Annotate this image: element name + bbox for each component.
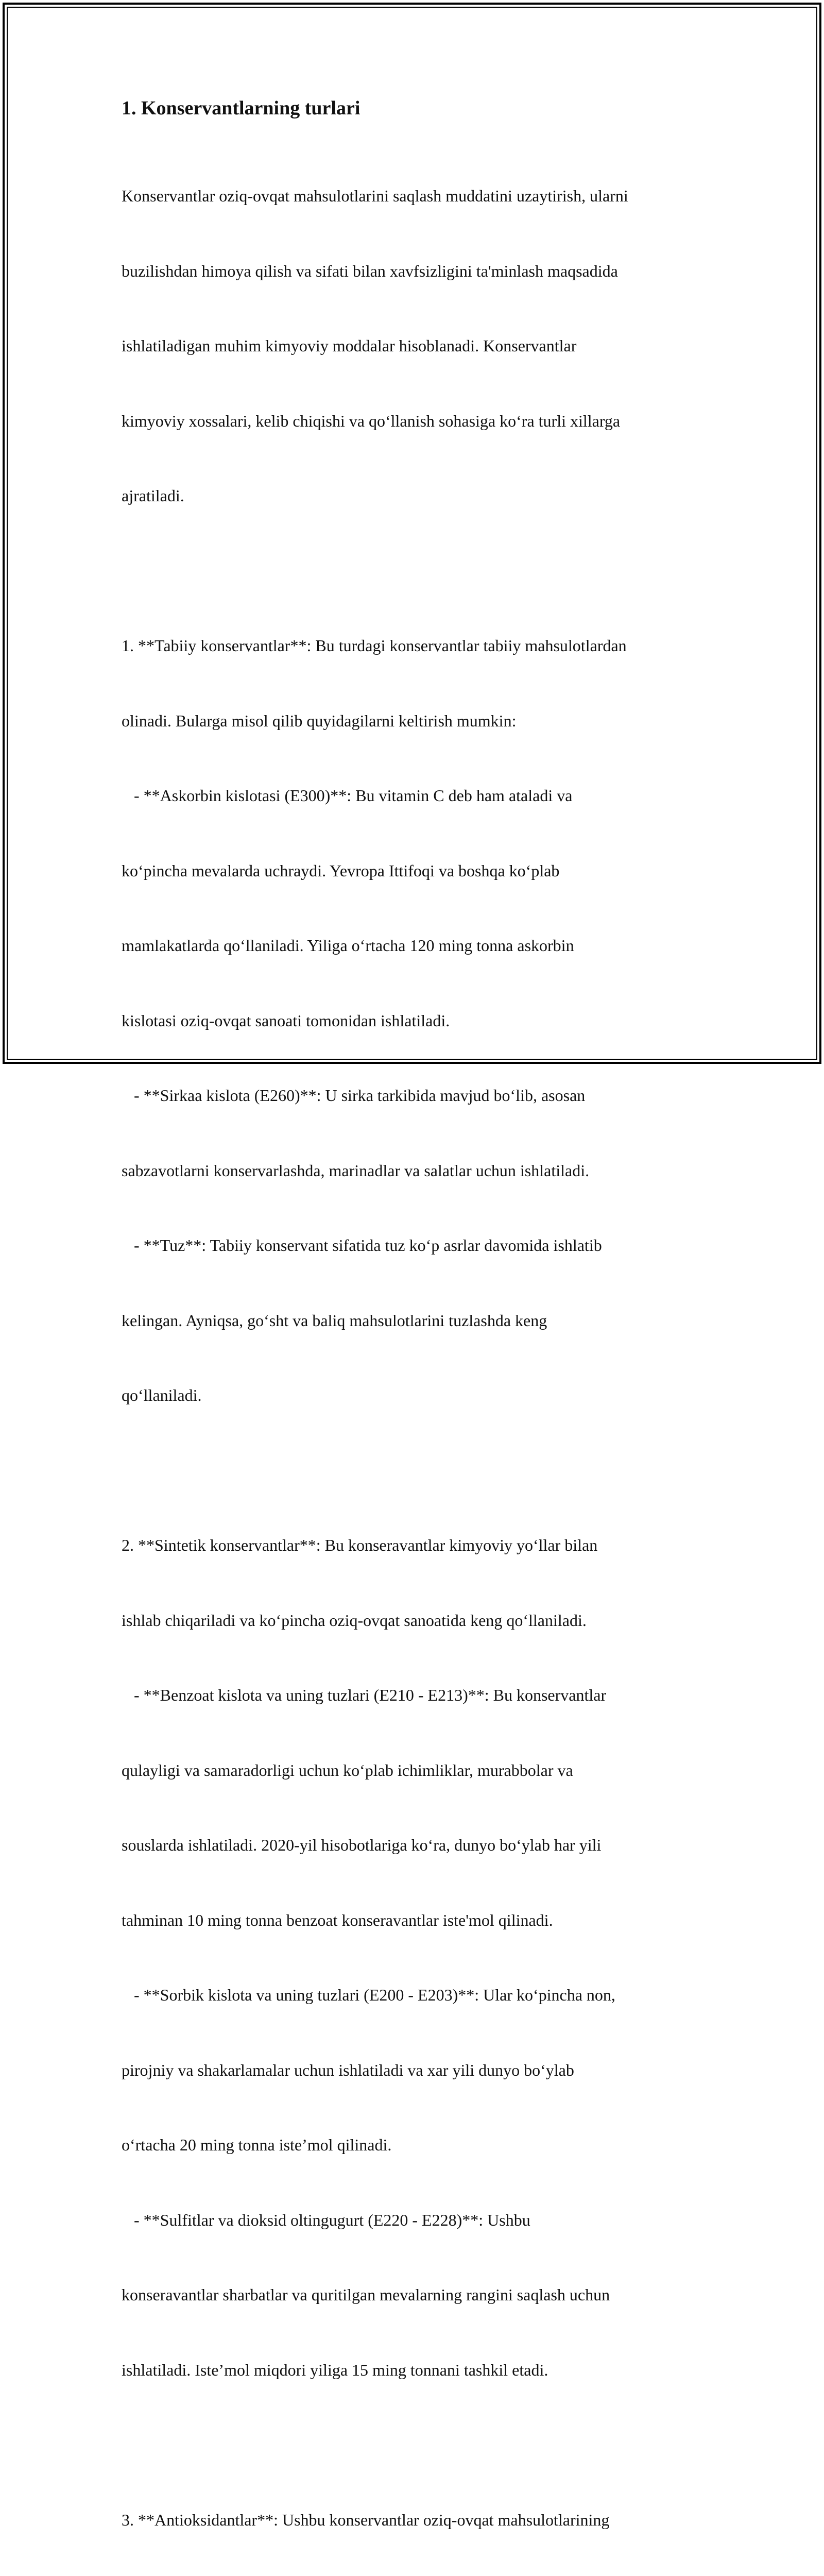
text-line: 2. **Sintetik konservantlar**: Bu konseravantlar kimyoviy yo‘llar bilan	[122, 1533, 714, 1558]
text-line: kislotasi oziq-ovqat sanoati tomonidan ishlatiladi.	[122, 1008, 714, 1033]
text-line: pirojniy va shakarlamalar uchun ishlatiladi va xar yili dunyo bo‘ylab	[122, 2058, 714, 2083]
paragraph-gap	[122, 2432, 714, 2458]
text-line: ajratiladi.	[122, 483, 714, 509]
text-line: sabzavotlarni konservarlashda, marinadlar va salatlar uchun ishlatiladi.	[122, 1158, 714, 1183]
text-line: 1. **Tabiiy konservantlar**: Bu turdagi konservantlar tabiiy mahsulotlardan	[122, 633, 714, 658]
text-line: kelingan. Ayniqsa, go‘sht va baliq mahsulotlarini tuzlashda keng	[122, 1308, 714, 1333]
text-line: konseravantlar sharbatlar va quritilgan mevalarning rangini saqlash uchun	[122, 2282, 714, 2308]
text-line: - **Tuz**: Tabiiy konservant sifatida tuz ko‘p asrlar davomida ishlatib	[122, 1233, 714, 1258]
text-line: - **Sulfitlar va dioksid oltingugurt (E220 - E228)**: Ushbu	[122, 2208, 714, 2233]
text-line: kimyoviy xossalari, kelib chiqishi va qo‘llanish sohasiga ko‘ra turli xillarga	[122, 409, 714, 434]
text-line: Konservantlar oziq-ovqat mahsulotlarini saqlash muddatini uzaytirish, ularni	[122, 183, 714, 209]
text-line: - **Benzoat kislota va uning tuzlari (E210 - E213)**: Bu konservantlar	[122, 1683, 714, 1708]
intro-paragraph	[122, 133, 714, 558]
section-antioxidants	[122, 2458, 714, 2576]
document-body	[122, 95, 714, 2576]
text-line: buzilishdan himoya qilish va sifati bilan xavfsizligini ta'minlash maqsadida	[122, 259, 714, 284]
text-line: - **Sorbik kislota va uning tuzlari (E200 - E203)**: Ular ko‘pincha non,	[122, 1982, 714, 2008]
text-line: - **Askorbin kislotasi (E300)**: Bu vitamin C deb ham ataladi va	[122, 783, 714, 808]
text-line: souslarda ishlatiladi. 2020-yil hisobotlariga ko‘ra, dunyo bo‘ylab har yili	[122, 1833, 714, 1858]
text-line: ishlatiladigan muhim kimyoviy moddalar hisoblanadi. Konservantlar	[122, 333, 714, 359]
text-line: ishlab chiqariladi va ko‘pincha oziq-ovqat sanoatida keng qo‘llaniladi.	[122, 1608, 714, 1633]
text-line: - **Sirkaa kislota (E260)**: U sirka tarkibida mavjud bo‘lib, asosan	[122, 1083, 714, 1108]
paragraph-gap	[122, 558, 714, 584]
text-line: qulayligi va samaradorligi uchun ko‘plab ichimliklar, murabbolar va	[122, 1758, 714, 1783]
text-line: ko‘pincha mevalarda uchraydi. Yevropa Ittifoqi va boshqa ko‘plab	[122, 858, 714, 884]
paragraph-gap	[122, 1458, 714, 1483]
text-line: olinadi. Bularga misol qilib quyidagilarni keltirish mumkin:	[122, 708, 714, 734]
text-line: 3. **Antioksidantlar**: Ushbu konservantlar oziq-ovqat mahsulotlarining	[122, 2507, 714, 2533]
section-natural-preservatives	[122, 583, 714, 1458]
text-line: mamlakatlarda qo‘llaniladi. Yiliga o‘rtacha 120 ming tonna askorbin	[122, 933, 714, 958]
text-line: tahminan 10 ming tonna benzoat konseravantlar iste'mol qilinadi.	[122, 1908, 714, 1933]
text-line: ishlatiladi. Iste’mol miqdori yiliga 15 ming tonnani tashkil etadi.	[122, 2358, 714, 2383]
text-line: qo‘llaniladi.	[122, 1383, 714, 1408]
document-title: 1. Konservantlarning turlari	[122, 95, 714, 121]
section-synthetic-preservatives	[122, 1483, 714, 2432]
text-line: o‘rtacha 20 ming tonna iste’mol qilinadi.	[122, 2132, 714, 2158]
